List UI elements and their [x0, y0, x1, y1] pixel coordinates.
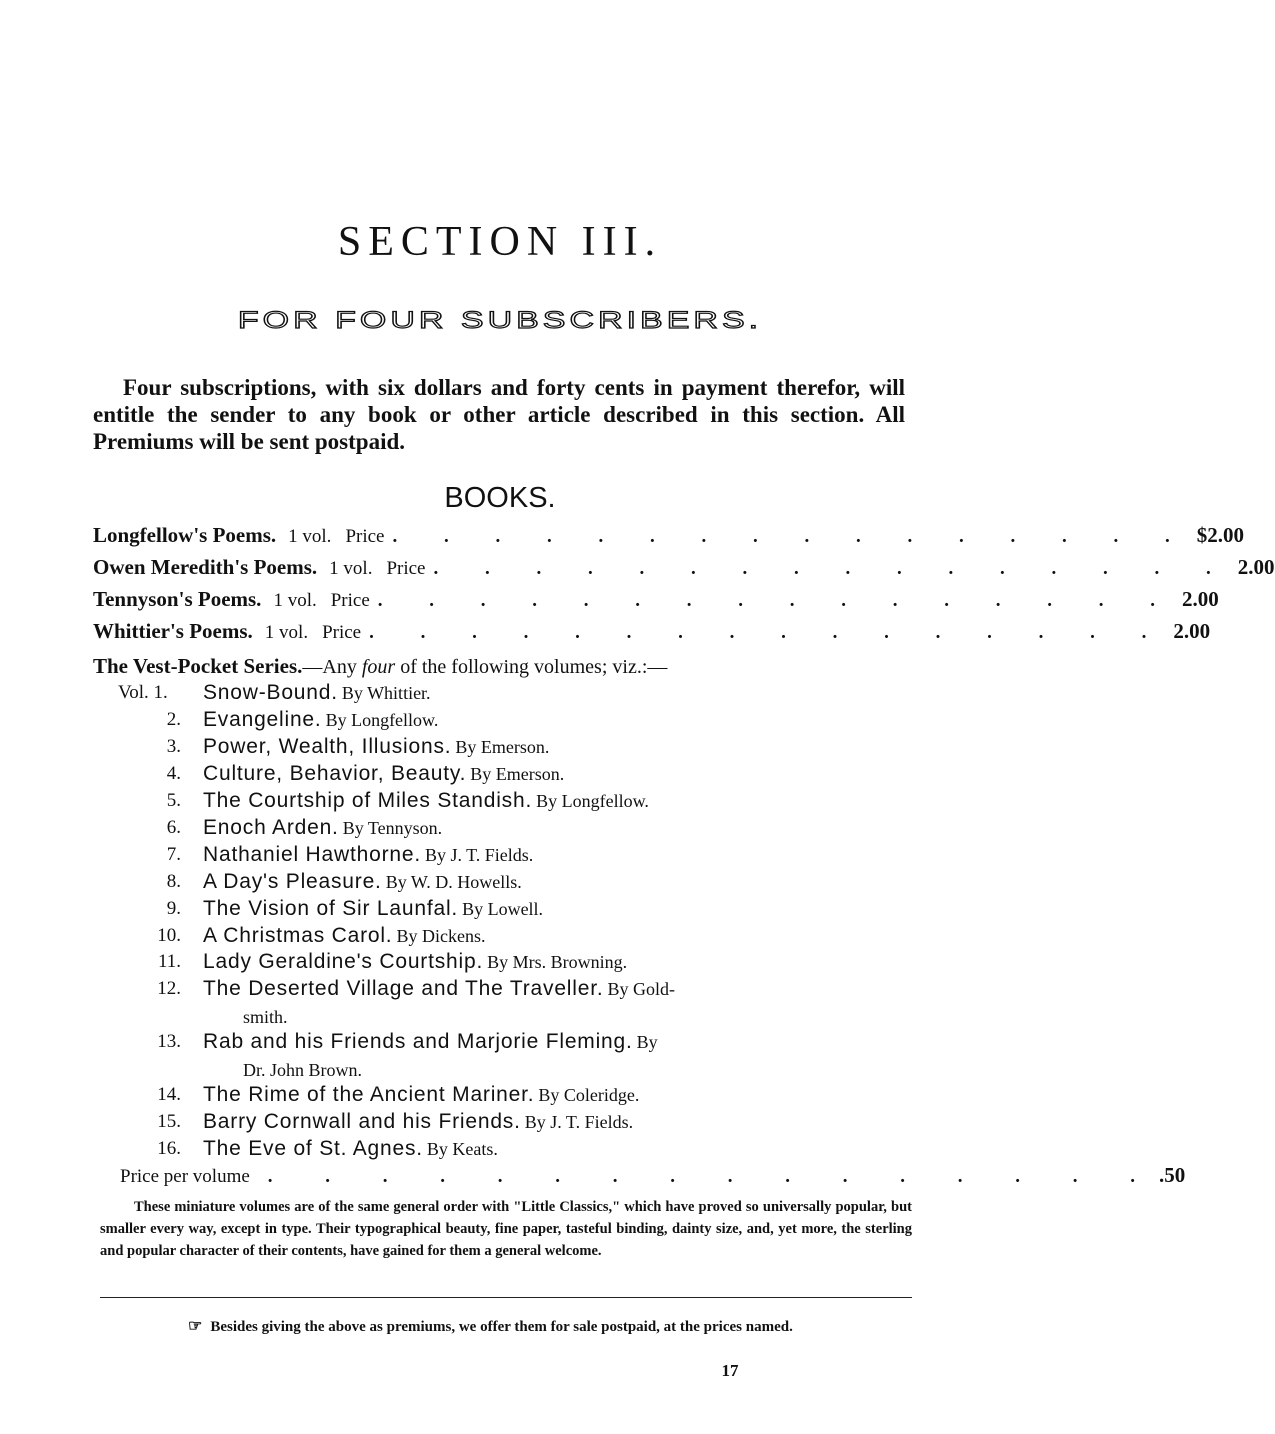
volume-count: 1 vol.: [288, 526, 332, 547]
series-heading: [93, 653, 907, 680]
footnote-text: Besides giving the above as premiums, we offer them for sale postpaid, at the prices named.: [210, 1319, 793, 1335]
volume-title: The Rime of the Ancient Mariner.: [203, 1083, 535, 1106]
volume-author: By J. T. Fields.: [424, 845, 534, 865]
page-number: 17: [721, 1361, 739, 1380]
price-amount: 2.00: [1237, 555, 1275, 579]
volume-author: By J. T. Fields.: [524, 1112, 634, 1132]
price-row: [93, 555, 1275, 585]
pointing-hand-icon: ☞: [188, 1318, 203, 1335]
volume-title: Rab and his Friends and Marjorie Fleming.: [203, 1030, 633, 1053]
volume-author-continued: Dr. John Brown.: [243, 1060, 363, 1080]
price-label: Price: [330, 590, 370, 611]
dot-leader: . . . . . . . . . . . . . . . .: [267, 1166, 1160, 1187]
volume-title: Nathaniel Hawthorne.: [203, 843, 421, 866]
volume-number: 15.: [157, 1111, 181, 1132]
volume-title: A Christmas Carol.: [203, 924, 393, 947]
price-amount: 2.00: [1182, 587, 1219, 611]
volume-author: By: [636, 1032, 658, 1052]
book-title: Longfellow's Poems.: [93, 523, 277, 547]
volume-author: By Mrs. Browning.: [487, 952, 628, 972]
volume-count: 1 vol.: [264, 622, 309, 643]
volume-number: 12.: [157, 978, 181, 999]
volume-number: 13.: [157, 1031, 181, 1052]
section-subtitle: FOR FOUR SUBSCRIBERS.: [237, 306, 763, 334]
volume-author: By Keats.: [426, 1139, 498, 1159]
volume-number: 14.: [157, 1084, 181, 1105]
volume-author: By Coleridge.: [538, 1085, 640, 1105]
volume-author: By Longfellow.: [325, 710, 439, 730]
volume-author: By W. D. Howells.: [385, 872, 522, 892]
book-title: Owen Meredith's Poems.: [93, 555, 318, 579]
volume-count: 1 vol.: [273, 590, 317, 611]
price-per-volume-amount: .50: [1159, 1163, 1186, 1187]
dot-leader: . . . . . . . . . . . . . . . .: [369, 622, 1168, 643]
series-title: The Vest-Pocket Series.: [93, 654, 303, 678]
volume-number: 10.: [157, 925, 181, 946]
section-title: SECTION III.: [337, 219, 663, 265]
books-heading: BOOKS.: [444, 482, 556, 514]
series-intro-post: of the following volumes; viz.:—: [400, 656, 668, 678]
volume-author: By Longfellow.: [536, 791, 649, 811]
volume-number: 7.: [166, 844, 181, 865]
price-per-volume-row: [120, 1163, 1186, 1191]
divider: [100, 1297, 912, 1298]
volume-title: The Deserted Village and The Traveller.: [203, 977, 604, 1000]
price-row: [93, 523, 1244, 553]
volume-number: 4.: [166, 763, 181, 784]
dot-leader: . . . . . . . . . . . . . . . .: [392, 526, 1191, 547]
volume-title: Evangeline.: [203, 708, 322, 731]
price-per-volume-label: Price per volume: [120, 1166, 250, 1187]
volume-number: 5.: [166, 790, 181, 811]
volume-title: Enoch Arden.: [203, 816, 339, 839]
series-intro-pre: Any: [322, 656, 357, 678]
volume-title: The Courtship of Miles Standish.: [203, 789, 533, 812]
volume-title: Snow-Bound.: [203, 681, 338, 704]
book-title: Whittier's Poems.: [93, 619, 253, 643]
volume-number: 11.: [157, 951, 181, 972]
volume-number: 16.: [157, 1138, 181, 1159]
volume-title: Power, Wealth, Illusions.: [203, 735, 452, 758]
volume-number: Vol. 1.: [118, 682, 168, 703]
series-intro-emphasis: four: [361, 656, 396, 678]
dot-leader: . . . . . . . . . . . . . . . .: [433, 558, 1232, 579]
price-row: [93, 619, 1211, 649]
price-amount: 2.00: [1173, 619, 1211, 643]
volume-author: By Gold-: [607, 979, 675, 999]
book-title: Tennyson's Poems.: [93, 587, 262, 611]
volume-count: 1 vol.: [329, 558, 373, 579]
volume-title: Culture, Behavior, Beauty.: [203, 762, 467, 785]
price-amount: $2.00: [1196, 523, 1244, 547]
series-description-note: These miniature volumes are of the same general order with "Little Classics," which have proved so universally popular, but smaller every way, except in type. Their typographical beauty, fine paper, tasteful binding, dainty size, and, yet more, the sterling and popular character of their contents, have gained for them a general welcome.: [100, 1199, 912, 1259]
price-label: Price: [345, 526, 385, 547]
volume-author: By Emerson.: [455, 737, 550, 757]
volume-author: By Dickens.: [396, 926, 486, 946]
volume-number: 8.: [166, 871, 181, 892]
volume-title: The Eve of St. Agnes.: [203, 1137, 423, 1160]
series-dash: —: [302, 656, 323, 678]
volume-number: 6.: [166, 817, 181, 838]
intro-paragraph: Four subscriptions, with six dollars and forty cents in payment therefor, will entitle the sender to any book or other article described in this section. All Premiums will be sent postpaid.: [93, 375, 905, 454]
volume-title: Barry Cornwall and his Friends.: [203, 1110, 521, 1133]
price-label: Price: [386, 558, 426, 579]
volume-title: A Day's Pleasure.: [203, 870, 382, 893]
volume-title: The Vision of Sir Launfal.: [203, 897, 459, 920]
volume-number: 2.: [166, 709, 181, 730]
footnote: [100, 1316, 912, 1338]
volume-number: 3.: [166, 736, 181, 757]
volume-author-continued: smith.: [243, 1007, 288, 1027]
dot-leader: . . . . . . . . . . . . . . . .: [377, 590, 1177, 611]
volume-author: By Lowell.: [462, 899, 544, 919]
volume-author: By Emerson.: [470, 764, 565, 784]
price-label: Price: [322, 622, 362, 643]
volume-author: By Tennyson.: [342, 818, 443, 838]
volume-number: 9.: [166, 898, 181, 919]
volume-title: Lady Geraldine's Courtship.: [203, 950, 484, 973]
volume-author: By Whittier.: [341, 683, 431, 703]
price-row: [93, 587, 1219, 617]
